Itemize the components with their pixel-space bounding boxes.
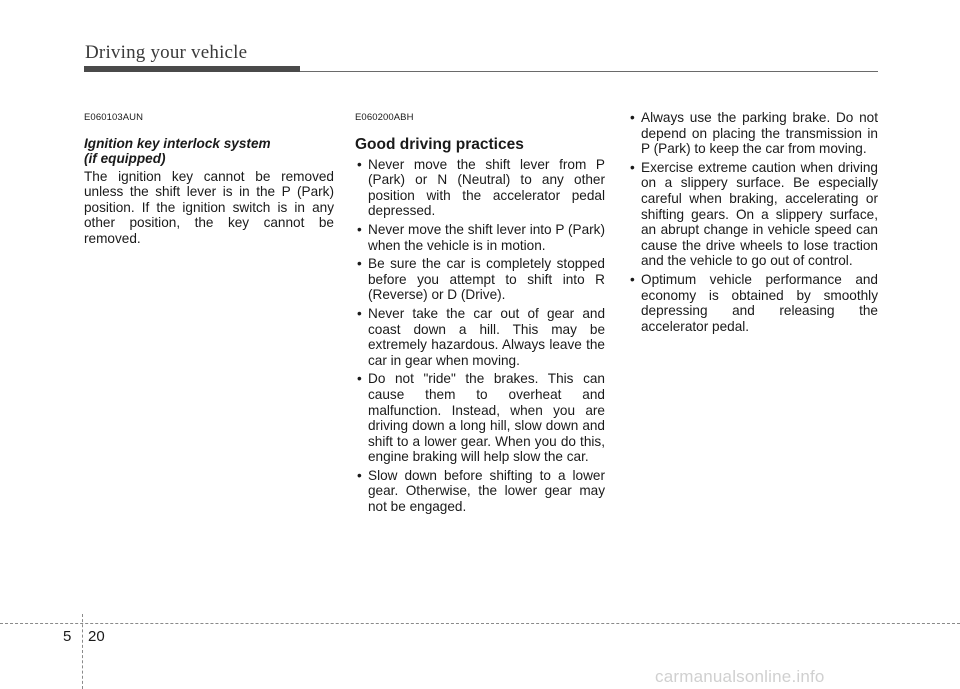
list-item-text: Optimum vehicle performance and economy is obtained by smoothly depressing and releasing the accelerator pedal. bbox=[641, 271, 878, 334]
bullet-icon: • bbox=[357, 371, 362, 387]
section-code: E060103AUN bbox=[84, 112, 144, 123]
list-item-text: Never move the shift lever into P (Park) when the vehicle is in motion. bbox=[368, 221, 605, 253]
list-item-text: Exercise extreme caution when driving on a slippery surface. Be especially careful when braking, accelerating or shifting gears. On a slippery surface, an abrupt change in vehicle speed can cause the drive wheels to lose traction and the vehicle to go out of control. bbox=[641, 159, 878, 269]
footer-divider bbox=[0, 623, 960, 624]
list-item bbox=[355, 306, 605, 368]
list-item-text: Never move the shift lever from P (Park) or N (Neutral) to any other position with the accelerator pedal depressed. bbox=[368, 156, 605, 219]
bullet-icon: • bbox=[357, 305, 362, 321]
list-item-text: Slow down before shifting to a lower gear. Otherwise, the lower gear may not be engaged. bbox=[368, 467, 605, 515]
list-item-text: Be sure the car is completely stopped before you attempt to shift into R (Reverse) or D (Drive). bbox=[368, 256, 605, 303]
list-item-text: Do not "ride" the brakes. This can cause them to overheat and malfunction. Instead, when you are driving down a long hill, slow down and shift to a lower gear. When you do this, engine braking will help slow the car. bbox=[368, 371, 605, 465]
section-subheading bbox=[84, 136, 334, 167]
bullet-icon: • bbox=[357, 156, 362, 172]
subheading-line-1: Ignition key interlock system bbox=[84, 135, 271, 151]
subheading-line-2: (if equipped) bbox=[84, 151, 166, 167]
page-header-title: Driving your vehicle bbox=[85, 42, 248, 63]
list-item bbox=[628, 160, 878, 269]
bullet-icon: • bbox=[630, 159, 635, 175]
left-column bbox=[84, 110, 334, 247]
list-item bbox=[628, 110, 878, 157]
right-column bbox=[628, 110, 878, 337]
watermark: carmanualsonline.info bbox=[655, 667, 825, 686]
chapter-number: 5 bbox=[63, 628, 72, 645]
bullet-list bbox=[628, 110, 878, 334]
bullet-icon: • bbox=[357, 221, 362, 237]
bullet-icon: • bbox=[357, 256, 362, 272]
list-item-text: Always use the parking brake. Do not depend on placing the transmission in P (Park) to keep the car from moving. bbox=[641, 110, 878, 157]
footer-vertical-divider bbox=[82, 614, 83, 689]
section-heading: Good driving practices bbox=[355, 135, 524, 153]
list-item-text: Never take the car out of gear and coast down a hill. This may be extremely hazardous. Always leave the car in gear when moving. bbox=[368, 305, 605, 368]
bullet-icon: • bbox=[357, 467, 362, 483]
bullet-list bbox=[355, 157, 605, 515]
header-accent-bar bbox=[84, 66, 300, 72]
middle-column bbox=[355, 110, 605, 518]
list-item bbox=[355, 468, 605, 515]
list-item bbox=[355, 157, 605, 219]
list-item bbox=[355, 222, 605, 253]
list-item bbox=[355, 256, 605, 303]
list-item bbox=[355, 371, 605, 465]
bullet-icon: • bbox=[630, 271, 635, 287]
section-paragraph: The ignition key cannot be removed unless the shift lever is in the P (Park) position. If the ignition switch is in any other position, the key cannot be removed. bbox=[84, 168, 334, 246]
list-item bbox=[628, 272, 878, 334]
section-code: E060200ABH bbox=[355, 112, 414, 123]
header-rule bbox=[300, 71, 878, 72]
page-number: 20 bbox=[88, 628, 105, 645]
bullet-icon: • bbox=[630, 110, 635, 125]
